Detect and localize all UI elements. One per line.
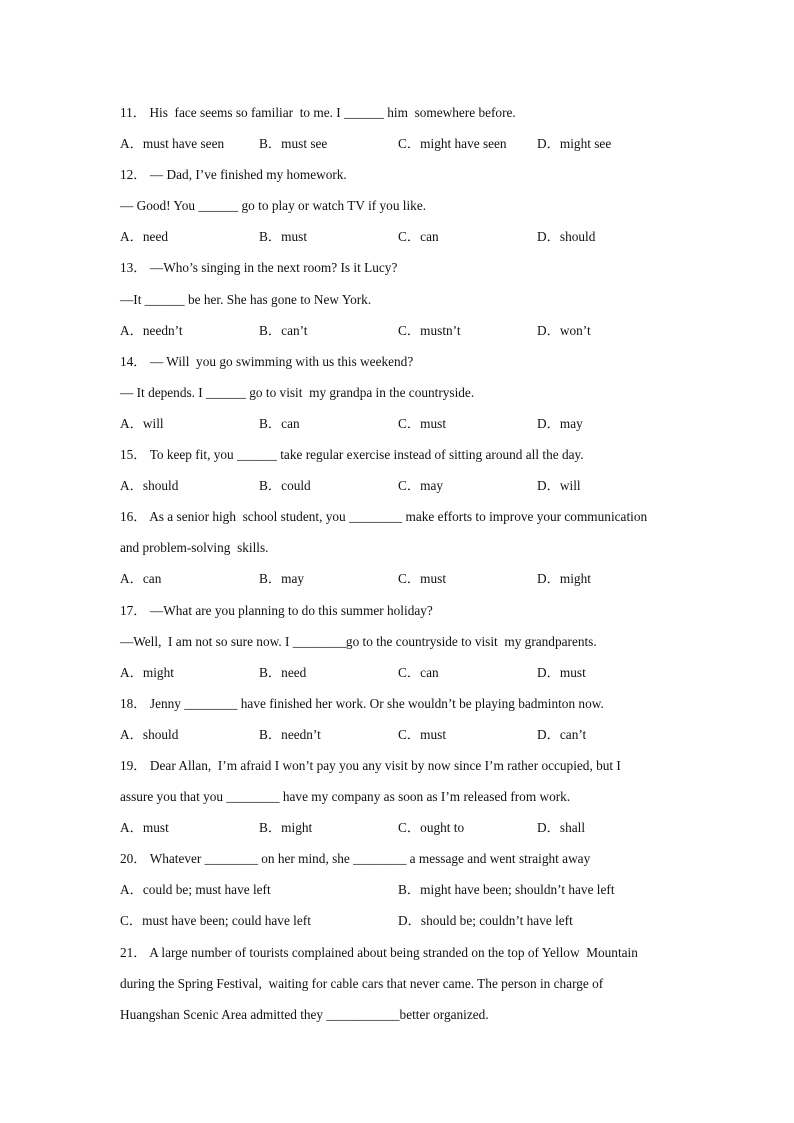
answer-option: A．need: [120, 229, 168, 245]
question-number: 18．: [120, 695, 147, 711]
question-text: assure you that you ________ have my company as soon as I’m released from work.: [120, 789, 571, 805]
question-stem-line: [120, 381, 680, 412]
question-block: [120, 350, 680, 443]
question-stem-line: [120, 536, 680, 567]
question-stem-line: [120, 599, 680, 630]
options-row: [120, 412, 680, 443]
question-number: 21．: [120, 944, 147, 960]
question-number: 12．: [120, 167, 147, 183]
options-row: [120, 567, 680, 598]
question-number: 15．: [120, 447, 147, 463]
answer-option: A．must: [120, 820, 169, 836]
question-block: [120, 505, 680, 598]
question-block: [120, 692, 680, 754]
question-text: His face seems so familiar to me. I ______ him somewhere before.: [149, 105, 516, 120]
question-text: Dear Allan, I’m afraid I won’t pay you any visit by now since I’m rather occupied, but I: [149, 757, 621, 773]
options-row: [120, 661, 680, 692]
question-block: [120, 101, 680, 163]
answer-option: D．must: [537, 664, 586, 680]
question-block: [120, 941, 680, 1034]
question-stem-line: [120, 194, 680, 225]
question-stem-line: [120, 288, 680, 319]
answer-option: D．may: [537, 415, 583, 431]
answer-option: B．could: [259, 478, 311, 494]
question-number: 14．: [120, 353, 147, 369]
question-stem-line: [120, 847, 680, 878]
question-text: —It ______ be her. She has gone to New York.: [120, 291, 372, 307]
question-block: [120, 163, 680, 256]
answer-option: B．might have been; shouldn’t have left: [398, 882, 615, 898]
answer-option: C．must have been; could have left: [120, 913, 311, 929]
question-stem-line: [120, 443, 680, 474]
answer-option: C．can: [398, 229, 439, 245]
question-stem-line: [120, 754, 680, 785]
question-block: [120, 599, 680, 692]
question-number: 19．: [120, 757, 147, 773]
question-stem-line: [120, 941, 680, 972]
answer-option: B．needn’t: [259, 726, 321, 742]
answer-option: C．must: [398, 571, 447, 587]
question-text: A large number of tourists complained about being stranded on the top of Yellow Mountain: [149, 944, 638, 960]
question-text: Whatever ________ on her mind, she ________ a message and went straight away: [149, 851, 591, 867]
answer-option: B．can: [259, 415, 300, 431]
answer-option: D．might see: [537, 136, 612, 152]
options-row: [120, 474, 680, 505]
question-number: 20．: [120, 851, 147, 867]
answer-option: D．won’t: [537, 322, 591, 338]
question-text: As a senior high school student, you ________ make efforts to improve your communication: [149, 509, 648, 525]
answer-option: D．will: [537, 478, 581, 494]
question-stem-line: [120, 630, 680, 661]
question-stem-line: [120, 505, 680, 536]
question-stem-line: [120, 163, 680, 194]
question-text: —Who’s singing in the next room? Is it Lucy?: [149, 260, 398, 276]
options-row: [120, 319, 680, 350]
options-row: [120, 225, 680, 256]
answer-option: C．must: [398, 726, 447, 742]
question-block: [120, 443, 680, 505]
question-text: during the Spring Festival, waiting for cable cars that never came. The person in charge of: [120, 975, 604, 991]
answer-option: C．must: [398, 415, 447, 431]
question-text: Jenny ________ have finished her work. Or she wouldn’t be playing badminton now.: [149, 695, 604, 711]
question-text: Huangshan Scenic Area admitted they ___________better organized.: [120, 1006, 489, 1022]
question-text: — Will you go swimming with us this weekend?: [149, 353, 414, 369]
answer-option: B．may: [259, 571, 305, 587]
question-text: — Good! You ______ go to play or watch TV if you like.: [120, 198, 427, 214]
question-stem-line: [120, 101, 680, 132]
question-stem-line: [120, 972, 680, 1003]
options-row: [120, 132, 680, 163]
question-stem-line: [120, 1003, 680, 1034]
question-text: — It depends. I ______ go to visit my grandpa in the countryside.: [120, 384, 475, 400]
question-number: 13．: [120, 260, 147, 276]
answer-option: D．can’t: [537, 726, 587, 742]
options-row: [120, 909, 680, 940]
question-stem-line: [120, 350, 680, 381]
question-stem-line: [120, 785, 680, 816]
question-sheet: [120, 101, 680, 1034]
answer-option: B．need: [259, 664, 307, 680]
question-number: 16．: [120, 509, 147, 525]
answer-option: D．shall: [537, 820, 586, 836]
answer-option: A．could be; must have left: [120, 882, 271, 898]
question-stem-line: [120, 692, 680, 723]
answer-option: D．should be; couldn’t have left: [398, 913, 573, 929]
answer-option: A．can: [120, 571, 162, 587]
question-number: 11．: [120, 105, 147, 120]
answer-option: B．can’t: [259, 322, 308, 338]
answer-option: A．should: [120, 726, 179, 742]
answer-option: D．should: [537, 229, 596, 245]
question-text: —Well, I am not so sure now. I ________go to the countryside to visit my grandparents.: [120, 633, 597, 649]
answer-option: A．will: [120, 415, 164, 431]
question-text: — Dad, I’ve finished my homework.: [149, 167, 347, 183]
answer-option: B．must: [259, 229, 308, 245]
answer-option: A．must have seen: [120, 136, 225, 152]
answer-option: A．needn’t: [120, 322, 183, 338]
answer-option: B．might: [259, 820, 313, 836]
answer-option: D．might: [537, 571, 591, 587]
options-row: [120, 723, 680, 754]
answer-option: C．might have seen: [398, 136, 507, 152]
question-stem-line: [120, 256, 680, 287]
question-block: [120, 256, 680, 349]
answer-option: C．can: [398, 664, 439, 680]
question-block: [120, 847, 680, 940]
question-number: 17．: [120, 602, 147, 618]
question-text: and problem-solving skills.: [120, 540, 269, 556]
answer-option: A．should: [120, 478, 179, 494]
answer-option: B．must see: [259, 136, 328, 152]
question-text: —What are you planning to do this summer holiday?: [149, 602, 433, 618]
question-text: To keep fit, you ______ take regular exercise instead of sitting around all the day.: [149, 447, 584, 463]
answer-option: A．might: [120, 664, 174, 680]
question-block: [120, 754, 680, 847]
answer-option: C．may: [398, 478, 444, 494]
options-row: [120, 878, 680, 909]
options-row: [120, 816, 680, 847]
answer-option: C．mustn’t: [398, 322, 461, 338]
answer-option: C．ought to: [398, 820, 465, 836]
